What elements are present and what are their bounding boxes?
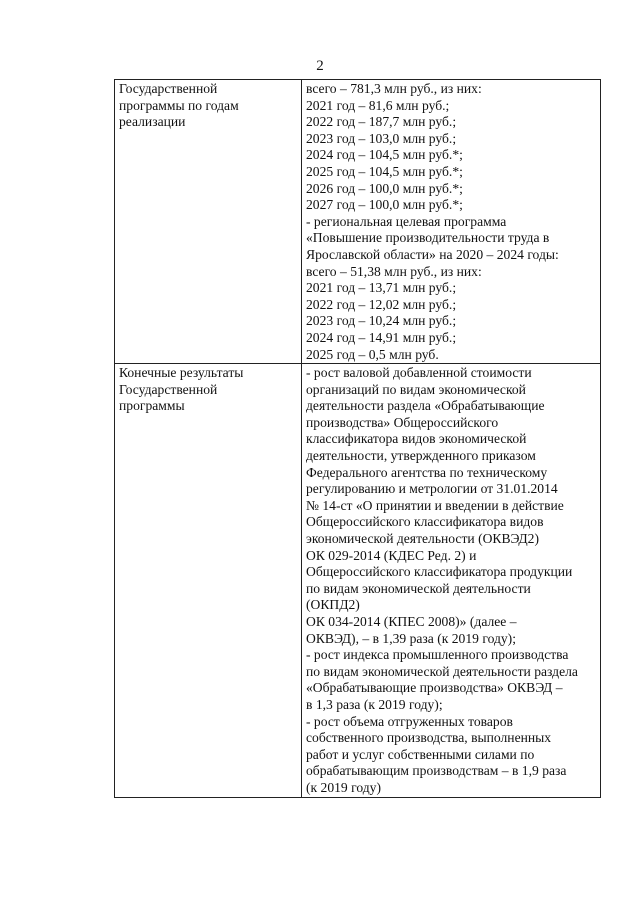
value-line: «Повышение производительности труда в: [306, 230, 550, 246]
value-line: ОК 029-2014 (КДЕС Ред. 2) и: [306, 547, 477, 563]
label-line: программы по годам: [119, 97, 239, 113]
label-line: Конечные результаты: [119, 365, 244, 381]
value-line: № 14-ст «О принятии и введении в действие: [306, 497, 564, 513]
value-line: 2024 год – 14,91 млн руб.;: [306, 329, 457, 345]
value-line: 2023 год – 10,24 млн руб.;: [306, 313, 457, 329]
value-line: - региональная целевая программа: [306, 213, 507, 229]
value-line: - рост индекса промышленного производства: [306, 647, 569, 663]
value-line: 2022 год – 187,7 млн руб.;: [306, 114, 457, 130]
value-line: Общероссийского классификатора видов: [306, 514, 544, 530]
value-line: 2025 год – 0,5 млн руб.: [306, 346, 439, 362]
value-line: производства» Общероссийского: [306, 414, 499, 430]
value-line: (к 2019 году): [306, 779, 381, 795]
row-value-results: [302, 364, 601, 797]
table-row-funding-by-years: [115, 80, 601, 364]
value-line: - рост валовой добавленной стоимости: [306, 365, 532, 381]
value-line: «Обрабатывающие производства» ОКВЭД –: [306, 680, 563, 696]
value-line: экономической деятельности (ОКВЭД2): [306, 531, 539, 547]
label-line: Государственной: [119, 81, 218, 96]
value-line: деятельности раздела «Обрабатывающие: [306, 398, 545, 414]
value-line: 2024 год – 104,5 млн руб.*;: [306, 147, 463, 163]
value-line: организаций по видам экономической: [306, 381, 526, 397]
value-line: ОКВЭД), – в 1,39 раза (к 2019 году);: [306, 630, 516, 646]
table-row-final-results: [115, 364, 601, 797]
value-line: 2025 год – 104,5 млн руб.*;: [306, 163, 463, 179]
value-line: 2021 год – 81,6 млн руб.;: [306, 97, 450, 113]
value-line: всего – 51,38 млн руб., из них:: [306, 263, 482, 279]
value-line: Федерального агентства по техническому: [306, 464, 548, 480]
value-line: в 1,3 раза (к 2019 году);: [306, 696, 443, 712]
value-line: ОК 034-2014 (КПЕС 2008)» (далее –: [306, 614, 517, 629]
value-line: 2021 год – 13,71 млн руб.;: [306, 280, 457, 296]
row-value-funding: [302, 80, 601, 364]
label-line: Государственной: [119, 381, 218, 397]
value-line: 2022 год – 12,02 млн руб.;: [306, 296, 457, 312]
page-number: 2: [316, 58, 324, 74]
value-line: Общероссийского классификатора продукции: [306, 564, 573, 580]
value-line: всего – 781,3 млн руб., из них:: [306, 81, 482, 96]
value-line: обрабатывающим производствам – в 1,9 раза: [306, 763, 567, 779]
value-line: собственного производства, выполненных: [306, 730, 552, 746]
value-line: 2026 год – 100,0 млн руб.*;: [306, 180, 463, 196]
value-line: 2027 год – 100,0 млн руб.*;: [306, 197, 463, 213]
value-line: регулированию и метрологии от 31.01.2014: [306, 481, 558, 497]
value-line: классификатора видов экономической: [306, 431, 527, 447]
label-line: программы: [119, 398, 185, 414]
value-line: по видам экономической деятельности раздела: [306, 663, 578, 679]
value-line: Ярославской области» на 2020 – 2024 годы:: [306, 246, 559, 262]
row-label-funding: [115, 80, 302, 364]
value-line: 2023 год – 103,0 млн руб.;: [306, 130, 457, 146]
row-label-results: [115, 364, 302, 797]
value-line: (ОКПД2): [306, 597, 360, 613]
value-line: деятельности, утвержденного приказом: [306, 448, 536, 464]
passport-table: [114, 79, 601, 798]
value-line: работ и услуг собственными силами по: [306, 746, 535, 762]
value-line: по видам экономической деятельности: [306, 580, 531, 596]
value-line: - рост объема отгруженных товаров: [306, 713, 513, 729]
label-line: реализации: [119, 114, 186, 130]
